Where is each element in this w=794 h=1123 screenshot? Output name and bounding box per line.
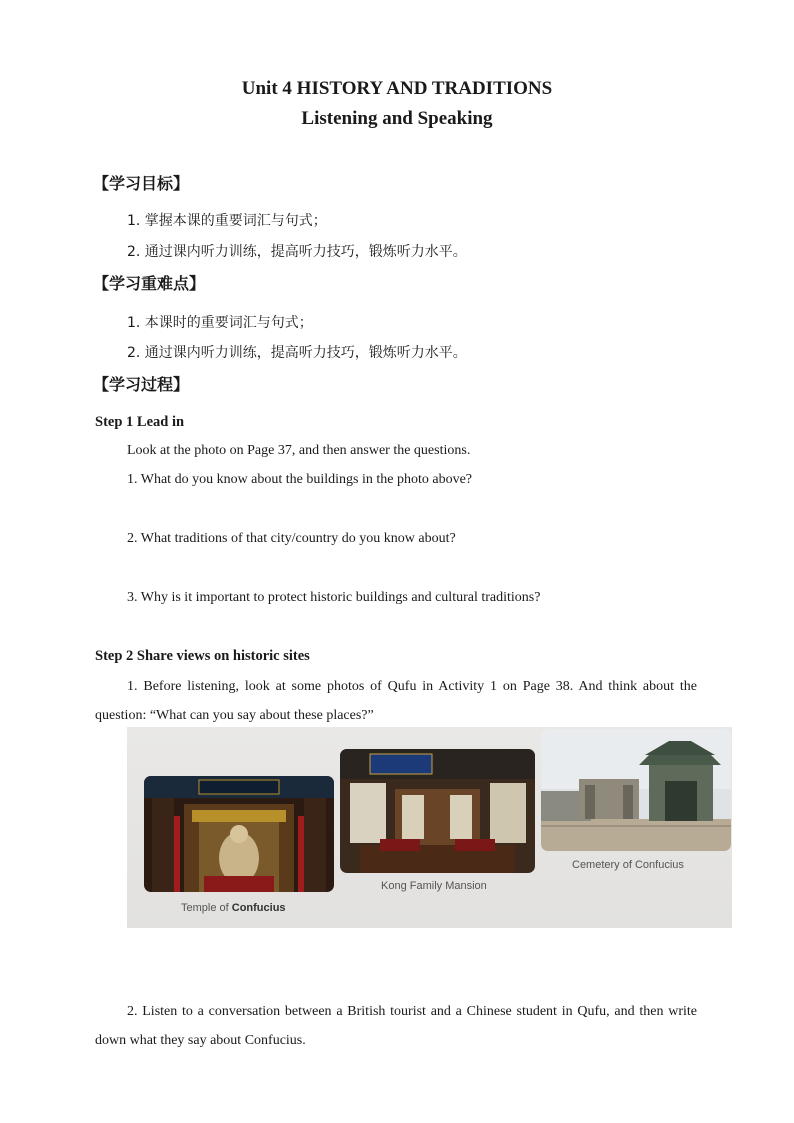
step2-paragraph-2: 2. Listen to a conversation between a British tourist and a Chinese student in Qufu, and then write down what they say about Confucius. <box>95 1004 697 1048</box>
step1-heading: Step 1 Lead in <box>95 414 185 430</box>
objectives-heading: 【学习目标】 <box>93 174 190 193</box>
key-point-item-1: 1. 本课时的重要词汇与句式； <box>127 315 313 331</box>
step1-question-3: 3. Why is it important to protect historic buildings and cultural traditions? <box>127 590 541 605</box>
page-title: Unit 4 HISTORY AND TRADITIONS <box>241 78 553 99</box>
step1-question-2: 2. What traditions of that city/country do you know about? <box>127 531 456 546</box>
step2-heading: Step 2 Share views on historic sites <box>95 648 310 664</box>
temple-caption: Temple of Confucius <box>181 902 286 914</box>
step1-question-1: 1. What do you know about the buildings in the photo above? <box>127 472 473 487</box>
process-heading: 【学习过程】 <box>93 375 190 394</box>
step2-paragraph-1: 1. Before listening, look at some photos of Qufu in Activity 1 on Page 38. And think about the question: “What can you say about these places?” <box>95 679 697 723</box>
mansion-caption: Kong Family Mansion <box>381 880 487 892</box>
key-points-heading: 【学习重难点】 <box>93 274 206 293</box>
cemetery-of-confucius-photo <box>541 729 731 851</box>
objective-item-2: 2. 通过课内听力训练，提高听力技巧，锻炼听力水平。 <box>127 244 467 260</box>
kong-family-mansion-photo <box>340 749 535 873</box>
cemetery-caption: Cemetery of Confucius <box>572 859 684 871</box>
temple-of-confucius-photo <box>144 776 334 892</box>
step1-intro: Look at the photo on Page 37, and then answer the questions. <box>127 443 471 458</box>
key-point-item-2: 2. 通过课内听力训练，提高听力技巧，锻炼听力水平。 <box>127 345 467 361</box>
qufu-photo-strip <box>127 727 732 928</box>
objective-item-1: 1. 掌握本课的重要词汇与句式； <box>127 213 327 229</box>
page-subtitle: Listening and Speaking <box>301 108 493 129</box>
